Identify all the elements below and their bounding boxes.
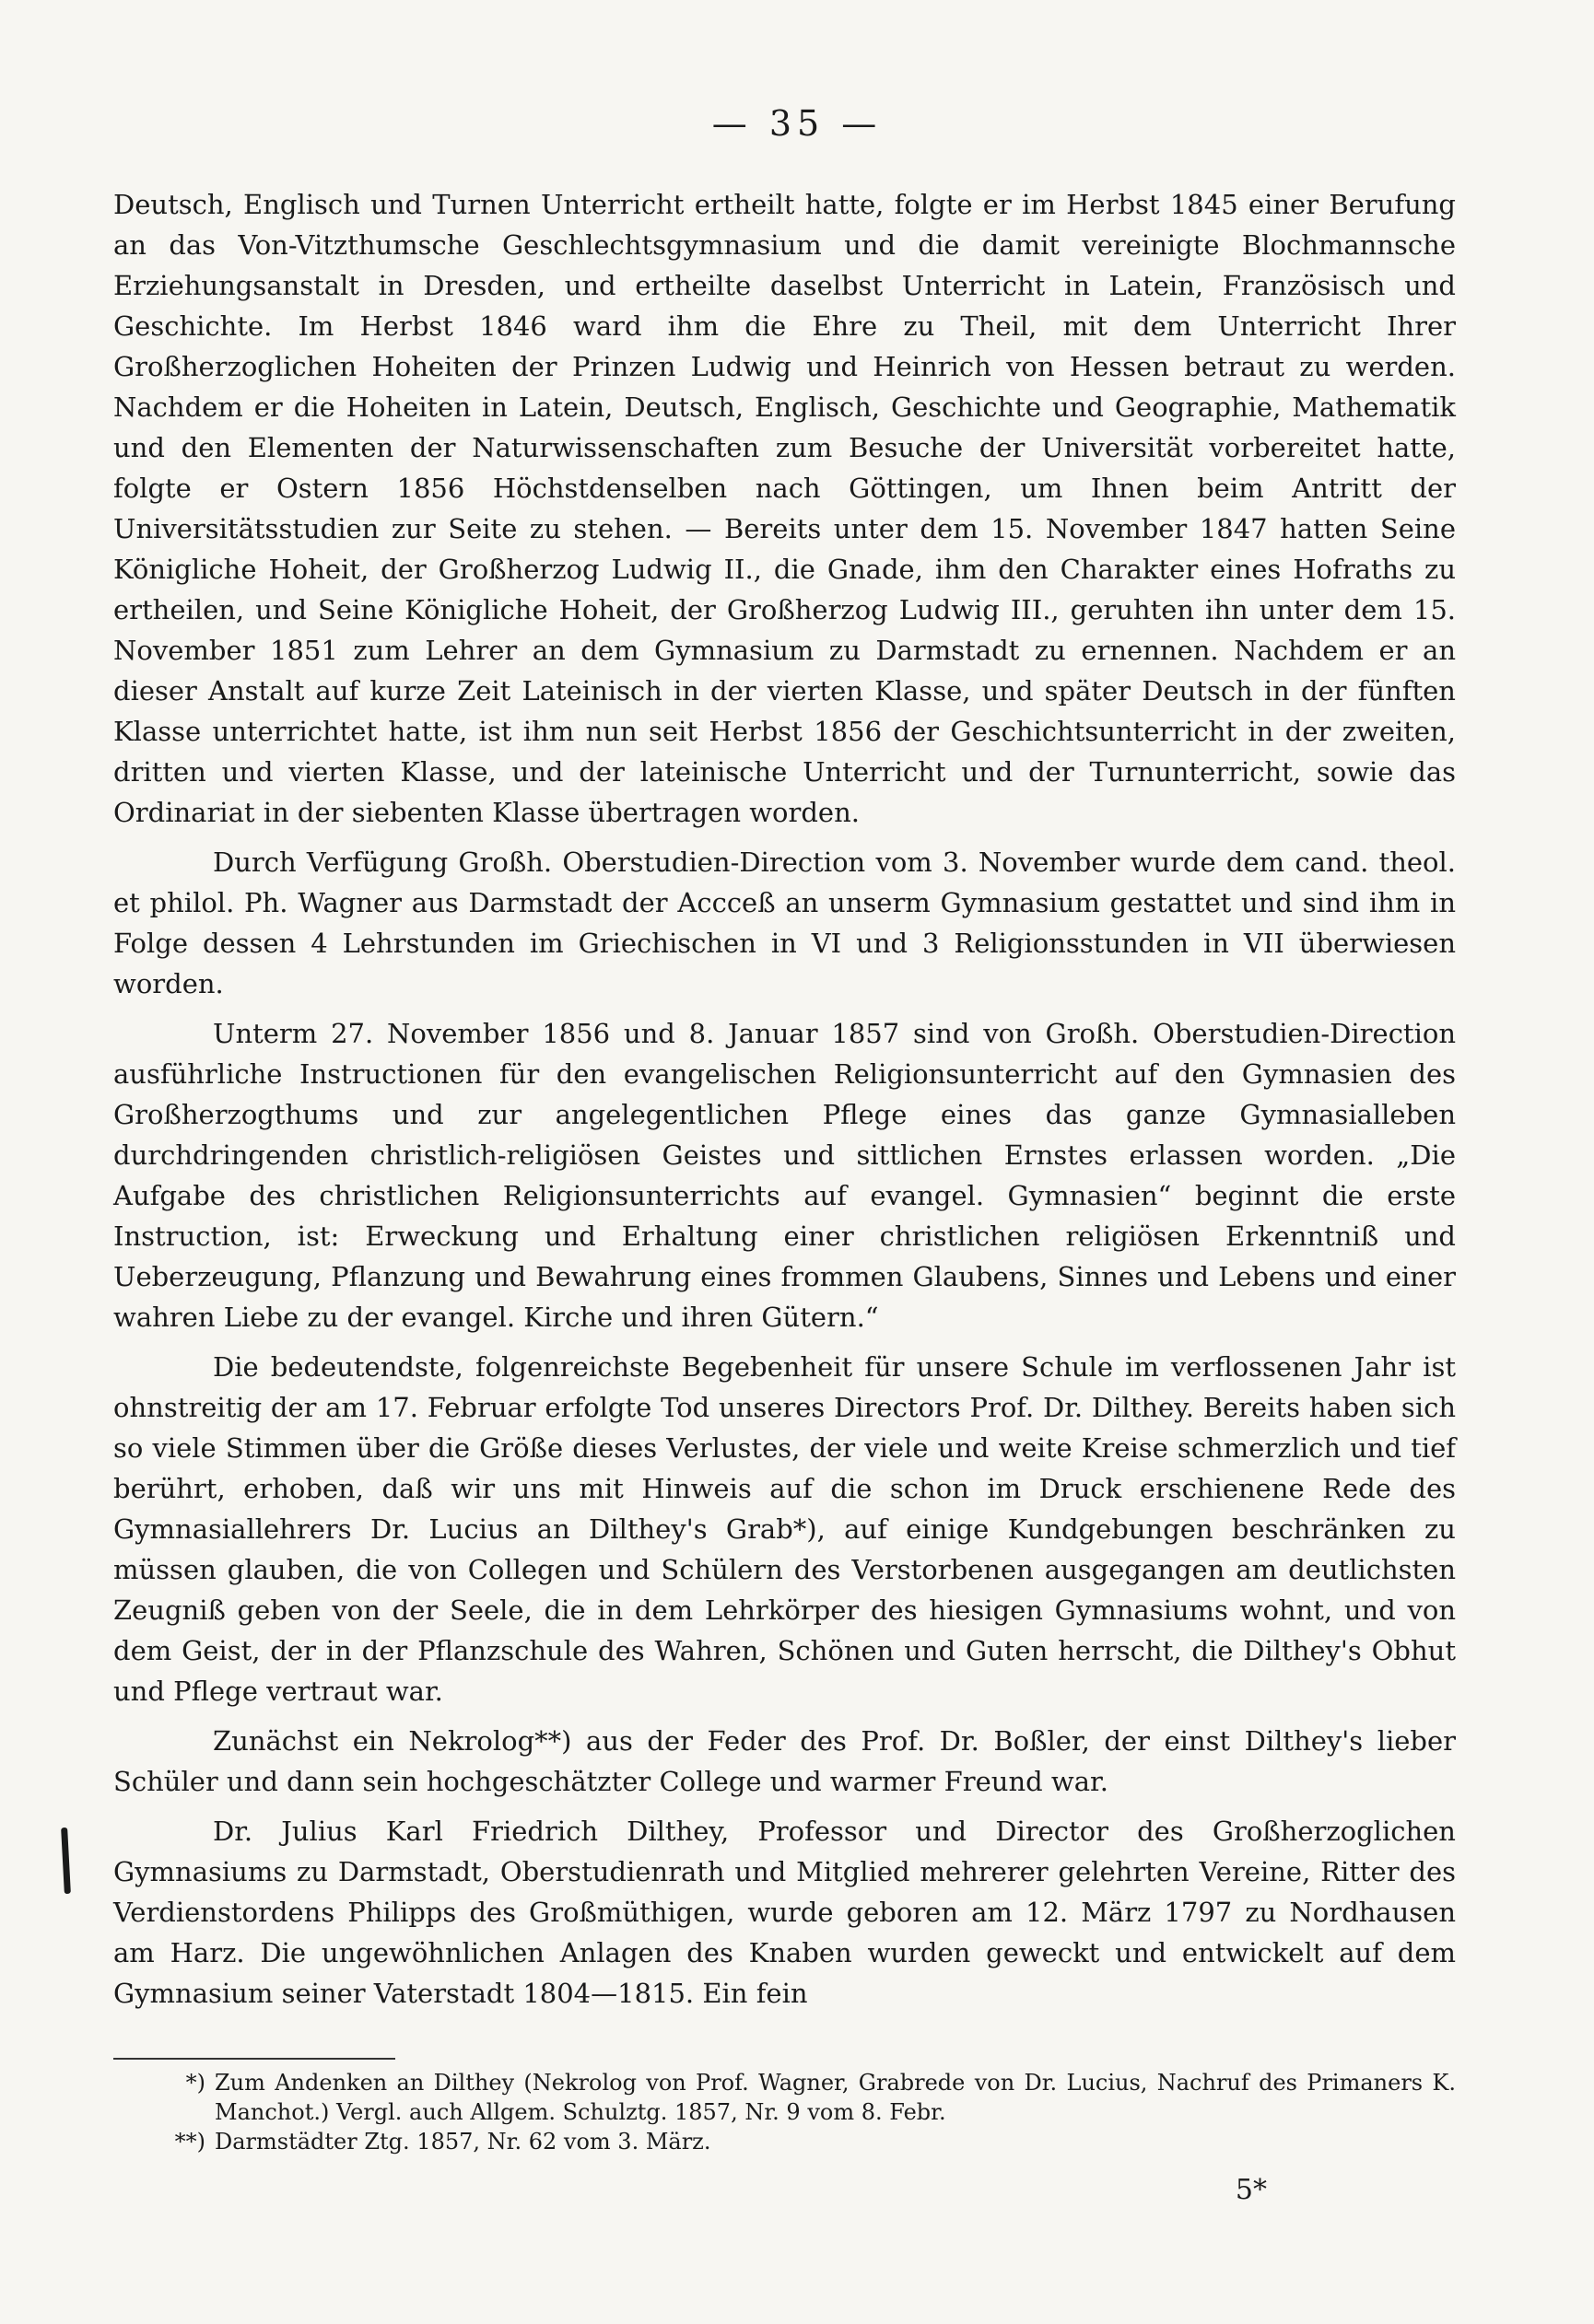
page-number: — 35 — [711,103,883,144]
footnote-divider [113,2058,395,2060]
footnote-1-text: Zum Andenken an Dilthey (Nekrolog von Prof. Wagner, Grabrede von Dr. Lucius, Nachruf des Primaners K. Manchot.) Vergl. auch Allgem. Schulztg. 1857, Nr. 9 vom 8. Febr. [215,2070,1456,2125]
footnote-2 [113,2127,1456,2156]
body-text [113,184,1456,2014]
paragraph-1: Deutsch, Englisch und Turnen Unterricht ertheilt hatte, folgte er im Herbst 1845 einer Berufung an das Von-Vitzthumsche Geschlechtsgymnasium und die damit vereinigte Blochmannsche Erziehungsanstalt in Dresden, und ertheilte daselbst Unterricht in Latein, Französisch und Geschichte. Im Herbst 1846 ward ihm die Ehre zu Theil, mit dem Unterricht Ihrer Großherzoglichen Hoheiten der Prinzen Ludwig und Heinrich von Hessen betraut zu werden. Nachdem er die Hoheiten in Latein, Deutsch, Englisch, Geschichte und Geographie, Mathematik und den Elementen der Naturwissenschaften zum Besuche der Universität vorbereitet hatte, folgte er Ostern 1856 Höchstdenselben nach Göttingen, um Ihnen beim Antritt der Universitätsstudien zur Seite zu stehen. — Bereits unter dem 15. November 1847 hatten Seine Königliche Hoheit, der Großherzog Ludwig II., die Gnade, ihm den Charakter eines Hofraths zu ertheilen, und Seine Königliche Hoheit, der Großherzog Ludwig III., geruhten ihn unter dem 15. November 1851 zum Lehrer an dem Gymnasium zu Darmstadt zu ernennen. Nachdem er an dieser Anstalt auf kurze Zeit Lateinisch in der vierten Klasse, und später Deutsch in der fünften Klasse unterrichtet hatte, ist ihm nun seit Herbst 1856 der Geschichtsunterricht in der zweiten, dritten und vierten Klasse, und der lateinische Unterricht und der Turnunterricht, sowie das Ordinariat in der siebenten Klasse übertragen worden. [113,189,1456,828]
margin-pencil-mark [61,1828,71,1894]
footnotes [113,2068,1456,2156]
footnote-2-text: Darmstädter Ztg. 1857, Nr. 62 vom 3. März. [215,2129,711,2155]
paragraph-4: Die bedeutendste, folgenreichste Begebenheit für unsere Schule im verflossenen Jahr ist ohnstreitig der am 17. Februar erfolgte Tod unseres Directors Prof. Dr. Dilthey. Bereits haben sich so viele Stimmen über die Größe dieses Verlustes, der viele und weite Kreise schmerzlich und tief berührt, erhoben, daß wir uns mit Hinweis auf die schon im Druck erschienene Rede des Gymnasiallehrers Dr. Lucius an Dilthey's Grab*), auf einige Kundgebungen beschränken zu müssen glauben, die von Collegen und Schülern des Verstorbenen ausgegangen am deutlichsten Zeugniß geben von der Seele, die in dem Lehrkörper des hiesigen Gymnasiums wohnt, und von dem Geist, der in der Pflanzschule des Wahren, Schönen und Guten herrscht, die Dilthey's Obhut und Pflege vertraut war. [113,1351,1456,1707]
paragraph-6: Dr. Julius Karl Friedrich Dilthey, Professor und Director des Großherzoglichen Gymnasiums zu Darmstadt, Oberstudienrath und Mitglied mehrerer gelehrten Vereine, Ritter des Verdienstordens Philipps des Großmüthigen, wurde geboren am 12. März 1797 zu Nordhausen am Harz. Die ungewöhnlichen Anlagen des Knaben wurden geweckt und entwickelt auf dem Gymnasium seiner Vaterstadt 1804—1815. Ein fein [113,1816,1456,2009]
footnote-1-mark: *) [185,2070,205,2096]
paragraph-3: Unterm 27. November 1856 und 8. Januar 1857 sind von Großh. Oberstudien-Direction ausführliche Instructionen für den evangelischen Religionsunterricht auf den Gymnasien des Großherzogthums und zur angelegentlichen Pflege eines das ganze Gymnasialleben durchdringenden christlich-religiösen Geistes und sittlichen Ernstes erlassen worden. „Die Aufgabe des christlichen Religionsunterrichts auf evangel. Gymnasien“ beginnt die erste Instruction, ist: Erweckung und Erhaltung einer christlichen religiösen Erkenntniß und Ueberzeugung, Pflanzung und Bewahrung eines frommen Glaubens, Sinnes und Lebens und einer wahren Liebe zu der evangel. Kirche und ihren Gütern.“ [113,1018,1456,1333]
signature-mark: 5* [1235,2174,1267,2206]
paragraph-5: Zunächst ein Nekrolog**) aus der Feder des Prof. Dr. Boßler, der einst Dilthey's lieber Schüler und dann sein hochgeschätzter College und warmer Freund war. [113,1725,1456,1797]
paragraph-2: Durch Verfügung Großh. Oberstudien-Direction vom 3. November wurde dem cand. theol. et philol. Ph. Wagner aus Darmstadt der Accceß an unserm Gymnasium gestattet und sind ihm in Folge dessen 4 Lehrstunden im Griechischen in VI und 3 Religionsstunden in VII überwiesen worden. [113,847,1456,999]
footnote-2-mark: **) [174,2129,205,2155]
footnote-1 [113,2068,1456,2127]
